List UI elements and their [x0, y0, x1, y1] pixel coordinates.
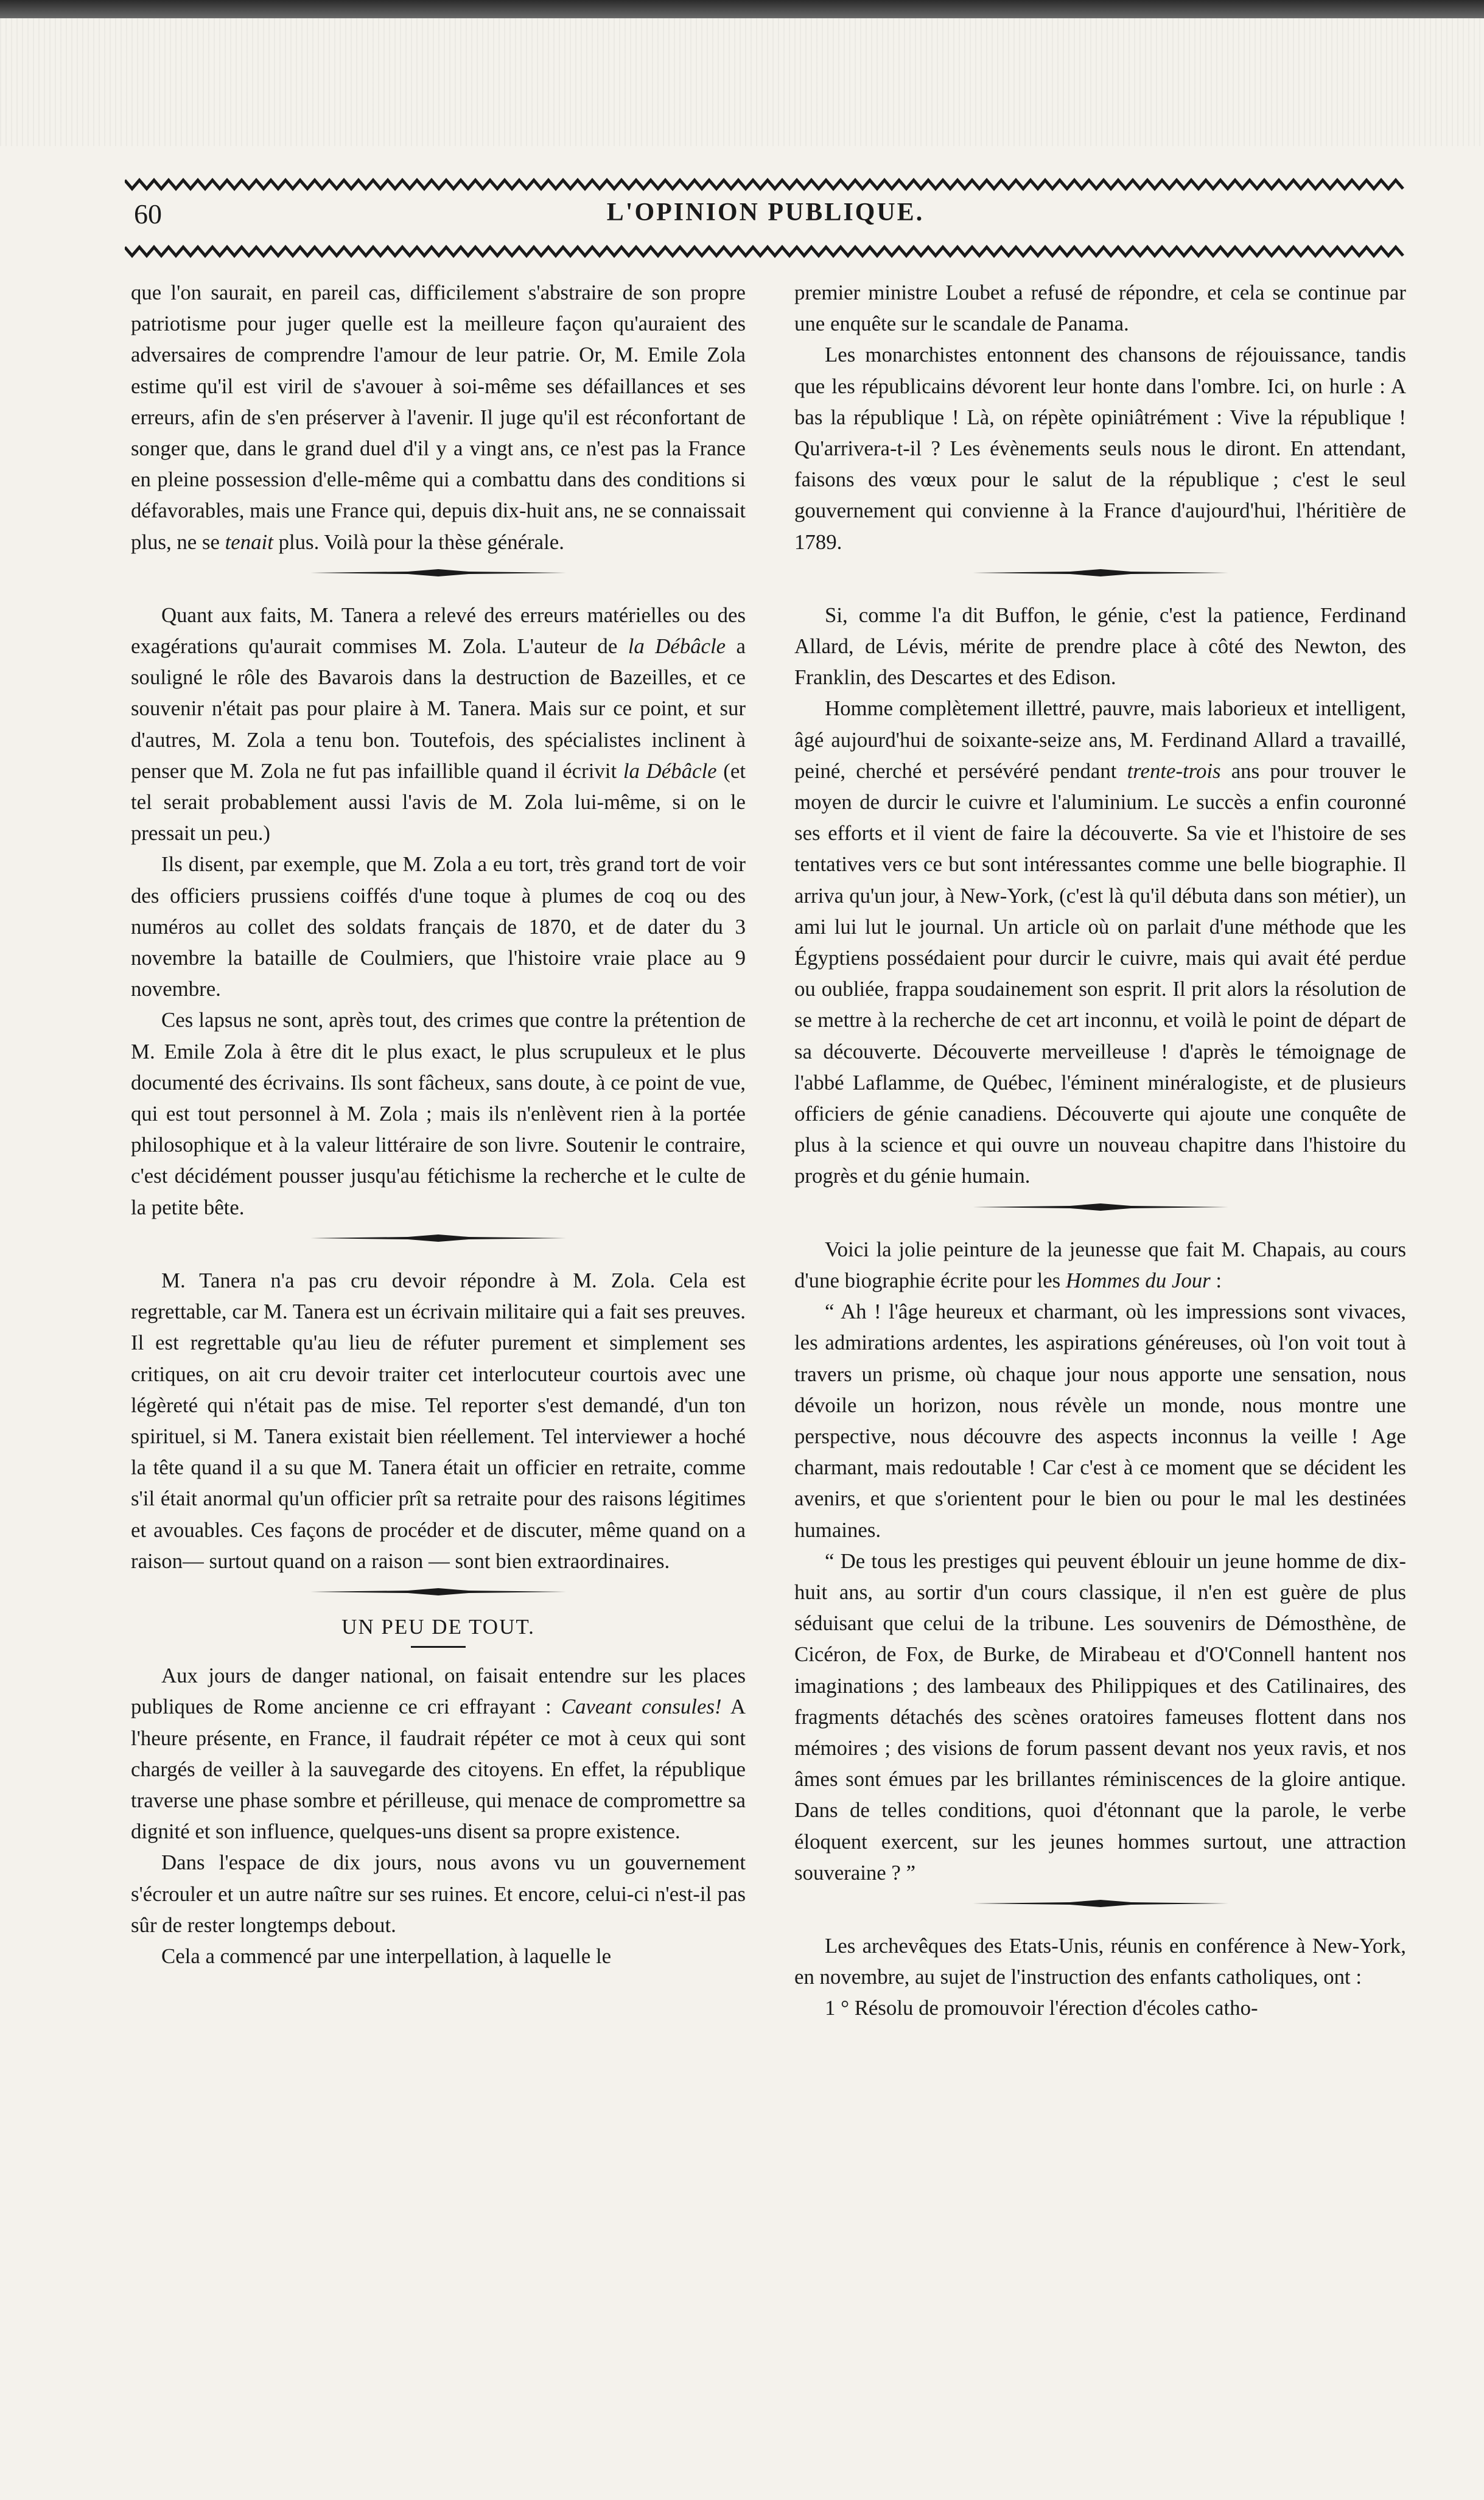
top-zigzag-border — [125, 178, 1406, 191]
paragraph: Aux jours de danger national, on faisait entendre sur les places publiques de Rome ancienne ce cri effrayant : Caveant consules! A l'heure présente, en France, il faudrait répéter ce mot à ceux qui sont chargés de veiller à la sauvegarde des citoyens. En effet, la république traverse une phase sombre et périlleuse, qui menace de compromettre sa dignité et son influence, quelques-uns disent sa propre existence. — [131, 1664, 746, 1844]
paragraph: premier ministre Loubet a refusé de répondre, et cela se continue par une enquête sur le scandale de Panama. — [794, 281, 1406, 336]
paragraph: Les archevêques des Etats-Unis, réunis en conférence à New-York, en novembre, au sujet de l'instruction des enfants catholiques, ont : — [794, 1933, 1406, 1989]
quote-paragraph: “ De tous les prestiges qui peuvent éblouir un jeune homme de dix-huit ans, au sortir d'un cours classique, il n'en est guère de plus séduisant que celui de la tribune. Les souvenirs de Démosthène, de Cicéron, de Fox, de Burke, de Mirabeau et d'O'Connell hantent nos imaginations ; des lambeaux des Philippiques et des Catilinaires, des fragments détachés des scènes oratoires fameuses flottent dans nos mémoires ; des visions de forum passent devant nos yeux ravis, et nos âmes sont émues par les brillantes réminiscences de la gloire antique. Dans de telles conditions, quoi d'étonnant que la parole, le verbe éloquent exercent, sur les jeunes hommes surtout, une attraction souveraine ? ” — [794, 1549, 1406, 1885]
page-number: 60 — [134, 198, 162, 229]
scan-noise — [0, 18, 1484, 146]
paragraph: Quant aux faits, M. Tanera a relevé des erreurs matérielles ou des exagérations qu'aurait commises M. Zola. L'auteur de la Débâcle a souligné le rôle des Bavarois dans la destruction de Bazeilles, et ce souvenir n'était pas pour plaire à M. Tanera. Mais sur ce point, et sur d'autres, M. Zola a tenu bon. Toutefois, des spécialistes inclinent à penser que M. Zola ne fut pas infaillible quand il écrivit la Débâcle (et tel serait probablement aussi l'avis de M. Zola lui-même, si on le pressait un peu.) — [131, 603, 746, 846]
page-top-edge — [0, 0, 1484, 18]
paragraph: Ils disent, par exemple, que M. Zola a eu tort, très grand tort de voir des officiers prussiens coiffés d'une toque à plumes de coq ou des numéros au collet des soldats français de 1870, et de dater du 3 novembre la bataille de Coulmiers, que l'histoire vraie place au 9 novembre. — [131, 852, 746, 1001]
paragraph: Dans l'espace de dix jours, nous avons vu un gouvernement s'écrouler et un autre naître sur ses ruines. Et encore, celui-ci n'est-il pas sûr de rester longtemps debout. — [131, 1850, 746, 1937]
ornament-divider — [131, 1577, 746, 1608]
paragraph: Si, comme l'a dit Buffon, le génie, c'est la patience, Ferdinand Allard, de Lévis, mérite de prendre place à côté des Newton, des Franklin, des Descartes et des Edison. — [794, 603, 1406, 690]
quote-paragraph: “ Ah ! l'âge heureux et charmant, où les impressions sont vivaces, les admirations ardentes, les aspirations généreuses, où l'on voit tout à travers un prisme, où chaque jour nous apporte une sensation, nous dévoile un horizon, nous révèle un monde, nous montre une perspective, nous découvre des aspects inconnus la veille ! Age charmant, mais redoutable ! Car c'est à ce moment que se décident les avenirs, et que s'orientent pour le bien ou pour le mal les destinées humaines. — [794, 1300, 1406, 1542]
paragraph: Ces lapsus ne sont, après tout, des crimes que contre la prétention de M. Emile Zola à être dit le plus exact, le plus scrupuleux et le plus documenté des écrivains. Ils sont fâcheux, sans doute, à ce point de vue, qui est tout personnel à M. Zola ; mais ils n'enlèvent rien à la portée philosophique et à la valeur littéraire de son livre. Soutenir le contraire, c'est décidément pousser jusqu'au fétichisme la recherche et le culte de la petite bête. — [131, 1008, 746, 1219]
journal-title: L'OPINION PUBLIQUE. — [606, 198, 925, 226]
paragraph: 1 ° Résolu de promouvoir l'érection d'écoles catho- — [825, 1996, 1258, 2020]
section-title: UN PEU DE TOUT. — [341, 1614, 535, 1639]
paragraph: M. Tanera n'a pas cru devoir répondre à M. Zola. Cela est regrettable, car M. Tanera est un écrivain militaire qui a fait ses preuves. Il est regrettable qu'au lieu de réfuter purement et simplement ses critiques, on ait cru devoir traiter cet interlocuteur courtois avec une légèreté qui n'était pas de mise. Tel reporter s'est demandé, d'un ton spirituel, si M. Tanera existait bien réellement. Tel interviewer a hoché la tête quand il a su que M. Tanera était un officier en retraite, comme s'il était anormal qu'un officier prît sa retraite pour des raisons légitimes et avouables. Ces façons de procéder et de discuter, même quand on a raison— surtout quand on a raison — sont bien extraordinaires. — [131, 1268, 746, 1573]
ornament-divider — [131, 1223, 746, 1254]
paragraph: Cela a commencé par une interpellation, à laquelle le — [161, 1944, 612, 1968]
paragraph: Voici la jolie peinture de la jeunesse que fait M. Chapais, au cours d'une biographie écrite pour les Hommes du Jour : — [794, 1237, 1406, 1292]
right-column — [794, 277, 1406, 2024]
ornament-divider — [131, 558, 746, 589]
left-column — [131, 277, 746, 1972]
ornament-divider — [794, 558, 1406, 589]
bottom-zigzag-border — [125, 245, 1406, 258]
page-header — [125, 198, 1406, 234]
ornament-divider — [794, 1888, 1406, 1919]
paragraph: Les monarchistes entonnent des chansons de réjouissance, tandis que les républicains dévorent leur honte dans l'ombre. Ici, on hurle : A bas la république ! Là, on répète opiniâtrément : Vive la république ! Qu'arrivera-t-il ? Les évènements seuls nous le diront. En attendant, faisons des vœux pour le salut de la république ; c'est le seul gouvernement qui convienne à la France d'aujourd'hui, l'héritière de 1789. — [794, 343, 1406, 554]
paragraph: que l'on saurait, en pareil cas, difficilement s'abstraire de son propre patriotisme pour juger quelle est la meilleure façon qu'auraient des adversaires de comprendre l'amour de leur patrie. Or, M. Emile Zola estime qu'il est viril de s'avouer à soi-même ses défaillances et ses erreurs, afin de s'en préserver à l'avenir. Il juge qu'il est réconfortant de songer que, dans le grand duel d'il y a vingt ans, ce n'est pas la France en pleine possession d'elle-même qui a combattu dans des conditions si défavorables, mais une France qui, depuis dix-huit ans, ne se connaissait plus, ne se tenait plus. Voilà pour la thèse générale. — [131, 281, 746, 554]
ornament-divider — [794, 1192, 1406, 1223]
paragraph: Homme complètement illettré, pauvre, mais laborieux et intelligent, âgé aujourd'hui de soixante-seize ans, M. Ferdinand Allard a travaillé, peiné, cherché et persévéré pendant trente-trois ans pour trouver le moyen de durcir le cuivre et l'aluminium. Le succès a enfin couronné ses efforts et il vient de faire la découverte. Sa vie et l'histoire de ses tentatives vers ce but sont intéressantes comme une belle biographie. Il arriva qu'un jour, à New-York, (c'est là qu'il débuta dans son métier), un ami lui lut le journal. Un article où on parlait d'une méthode que les Égyptiens possédaient pour durcir le cuivre, mais qui avait été perdue ou oubliée, frappa soudainement son esprit. Il prit alors la résolution de se mettre à la recherche de cet art inconnu, et voilà le point de départ de sa découverte. Découverte merveilleuse ! d'après le témoignage de l'abbé Laflamme, de Québec, l'éminent minéralogiste, et de plusieurs officiers de génie canadiens. Découverte qui ajoute une conquête de plus à la science et qui ouvre un nouveau chapitre dans l'histoire du progrès et du génie humain. — [794, 696, 1406, 1188]
title-rule — [411, 1646, 466, 1648]
